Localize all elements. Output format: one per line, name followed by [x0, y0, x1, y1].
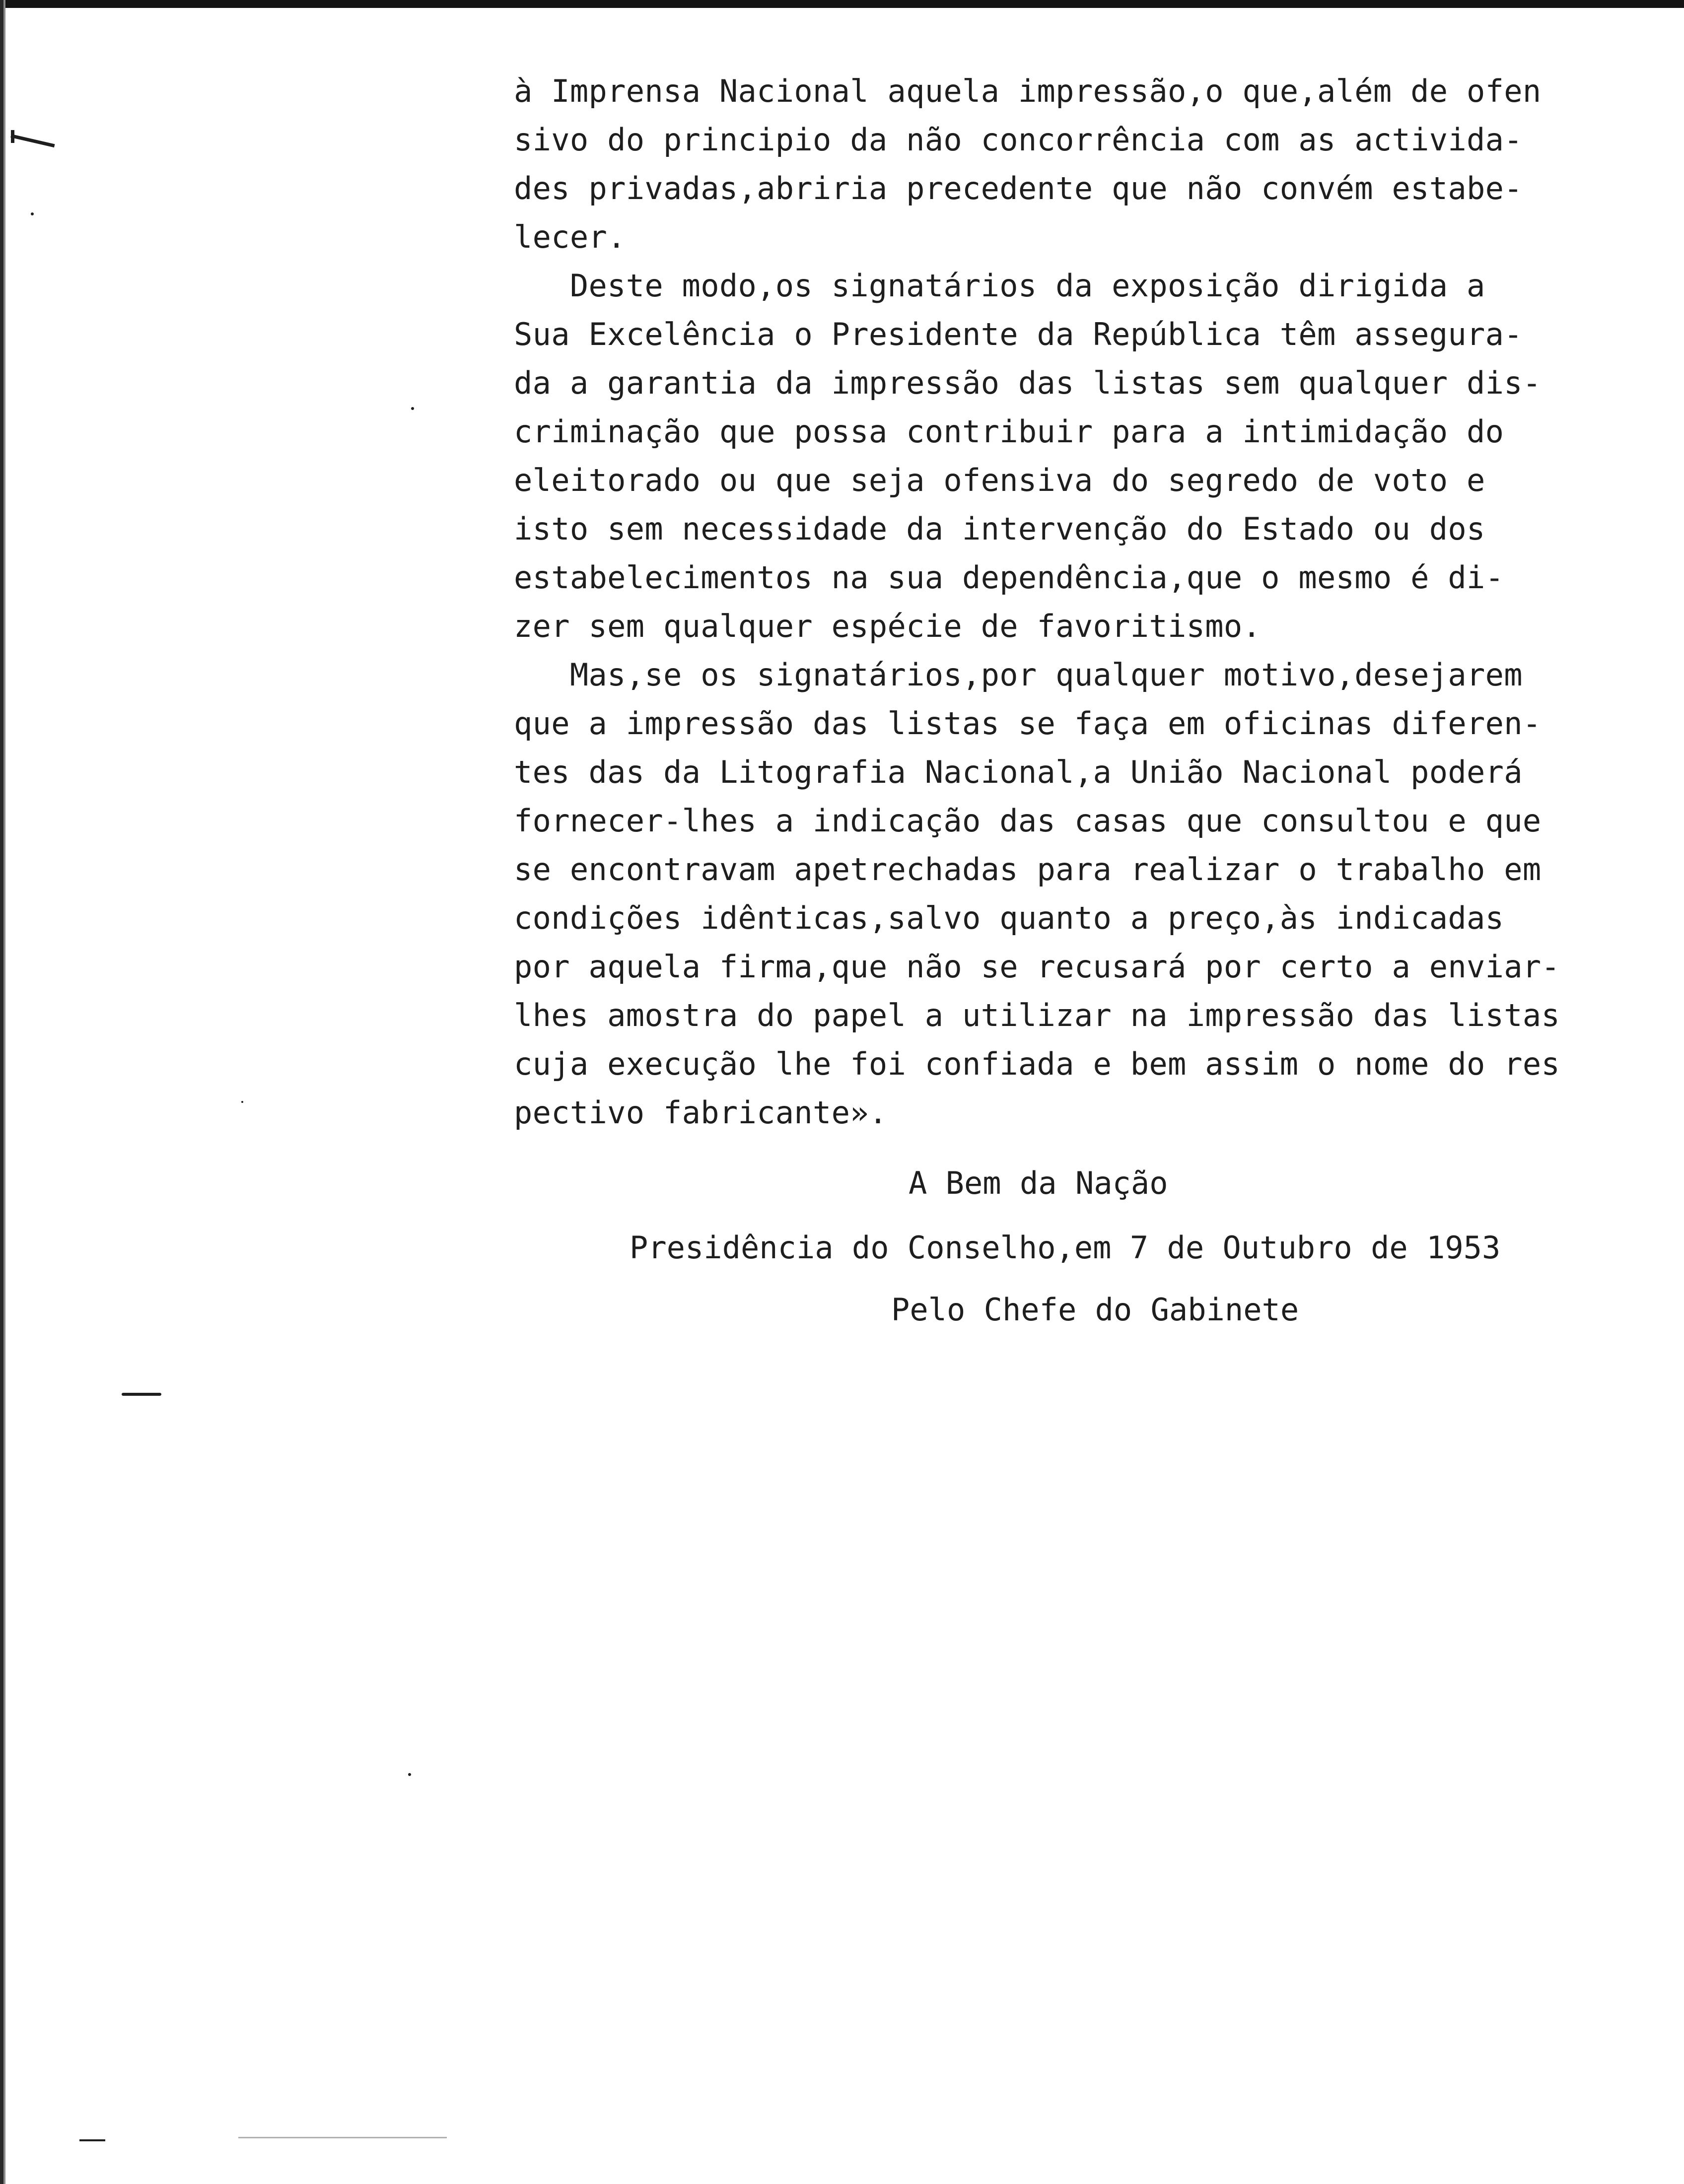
scan-margin-mark [10, 134, 55, 147]
body-line: à Imprensa Nacional aquela impressão,o que,além de ofen [514, 73, 1542, 109]
body-line: fornecer-lhes a indicação das casas que consultou e que [514, 803, 1542, 839]
body-line: tes das da Litografia Nacional,a União Nacional poderá [514, 754, 1523, 790]
letter-body [514, 67, 1651, 1137]
body-line: zer sem qualquer espécie de favoritismo. [514, 608, 1262, 644]
body-line: sivo do principio da não concorrência com as activida- [514, 122, 1523, 158]
scan-left-border-shadow [3, 0, 5, 2184]
body-line: que a impressão das listas se faça em oficinas diferen- [514, 705, 1542, 742]
body-line: da a garantia da impressão das listas sem qualquer dis- [514, 365, 1542, 401]
body-line: pectivo fabricante». [514, 1094, 888, 1131]
body-line: lhes amostra do papel a utilizar na impressão das listas [514, 997, 1560, 1033]
scan-left-border [0, 0, 3, 2184]
place-and-date: Presidência do Conselho,em 7 de Outubro de 1953 [630, 1229, 1501, 1266]
signature-line: Pelo Chefe do Gabinete [891, 1292, 1299, 1328]
scan-speck [31, 212, 34, 215]
body-line: se encontravam apetrechadas para realizar o trabalho em [514, 851, 1542, 887]
body-line: condições idênticas,salvo quanto a preço,às indicadas [514, 900, 1504, 936]
closing-salutation: A Bem da Nação [909, 1165, 1168, 1201]
body-line: eleitorado ou que seja ofensiva do segredo de voto e [514, 462, 1485, 498]
scan-margin-mark [122, 1393, 161, 1396]
scan-speck [408, 1773, 411, 1776]
scan-speck [241, 1101, 243, 1103]
body-line: Mas,se os signatários,por qualquer motivo,desejarem [514, 657, 1523, 693]
scan-top-border [0, 0, 1684, 8]
body-line: estabelecimentos na sua dependência,que o mesmo é di- [514, 559, 1504, 596]
body-line: criminação que possa contribuir para a intimidação do [514, 413, 1504, 450]
body-line: por aquela firma,que não se recusará por certo a enviar- [514, 949, 1560, 985]
body-line: des privadas,abriria precedente que não convém estabe- [514, 170, 1523, 206]
body-line: isto sem necessidade da intervenção do Estado ou dos [514, 511, 1485, 547]
body-line: Sua Excelência o Presidente da República têm assegura- [514, 316, 1523, 352]
scan-margin-mark [238, 2137, 447, 2138]
scan-speck [411, 407, 414, 410]
scan-margin-mark [79, 2139, 105, 2141]
body-line: lecer. [514, 219, 626, 255]
body-line: cuja execução lhe foi confiada e bem assim o nome do res [514, 1046, 1560, 1082]
body-line: Deste modo,os signatários da exposição dirigida a [514, 268, 1485, 304]
